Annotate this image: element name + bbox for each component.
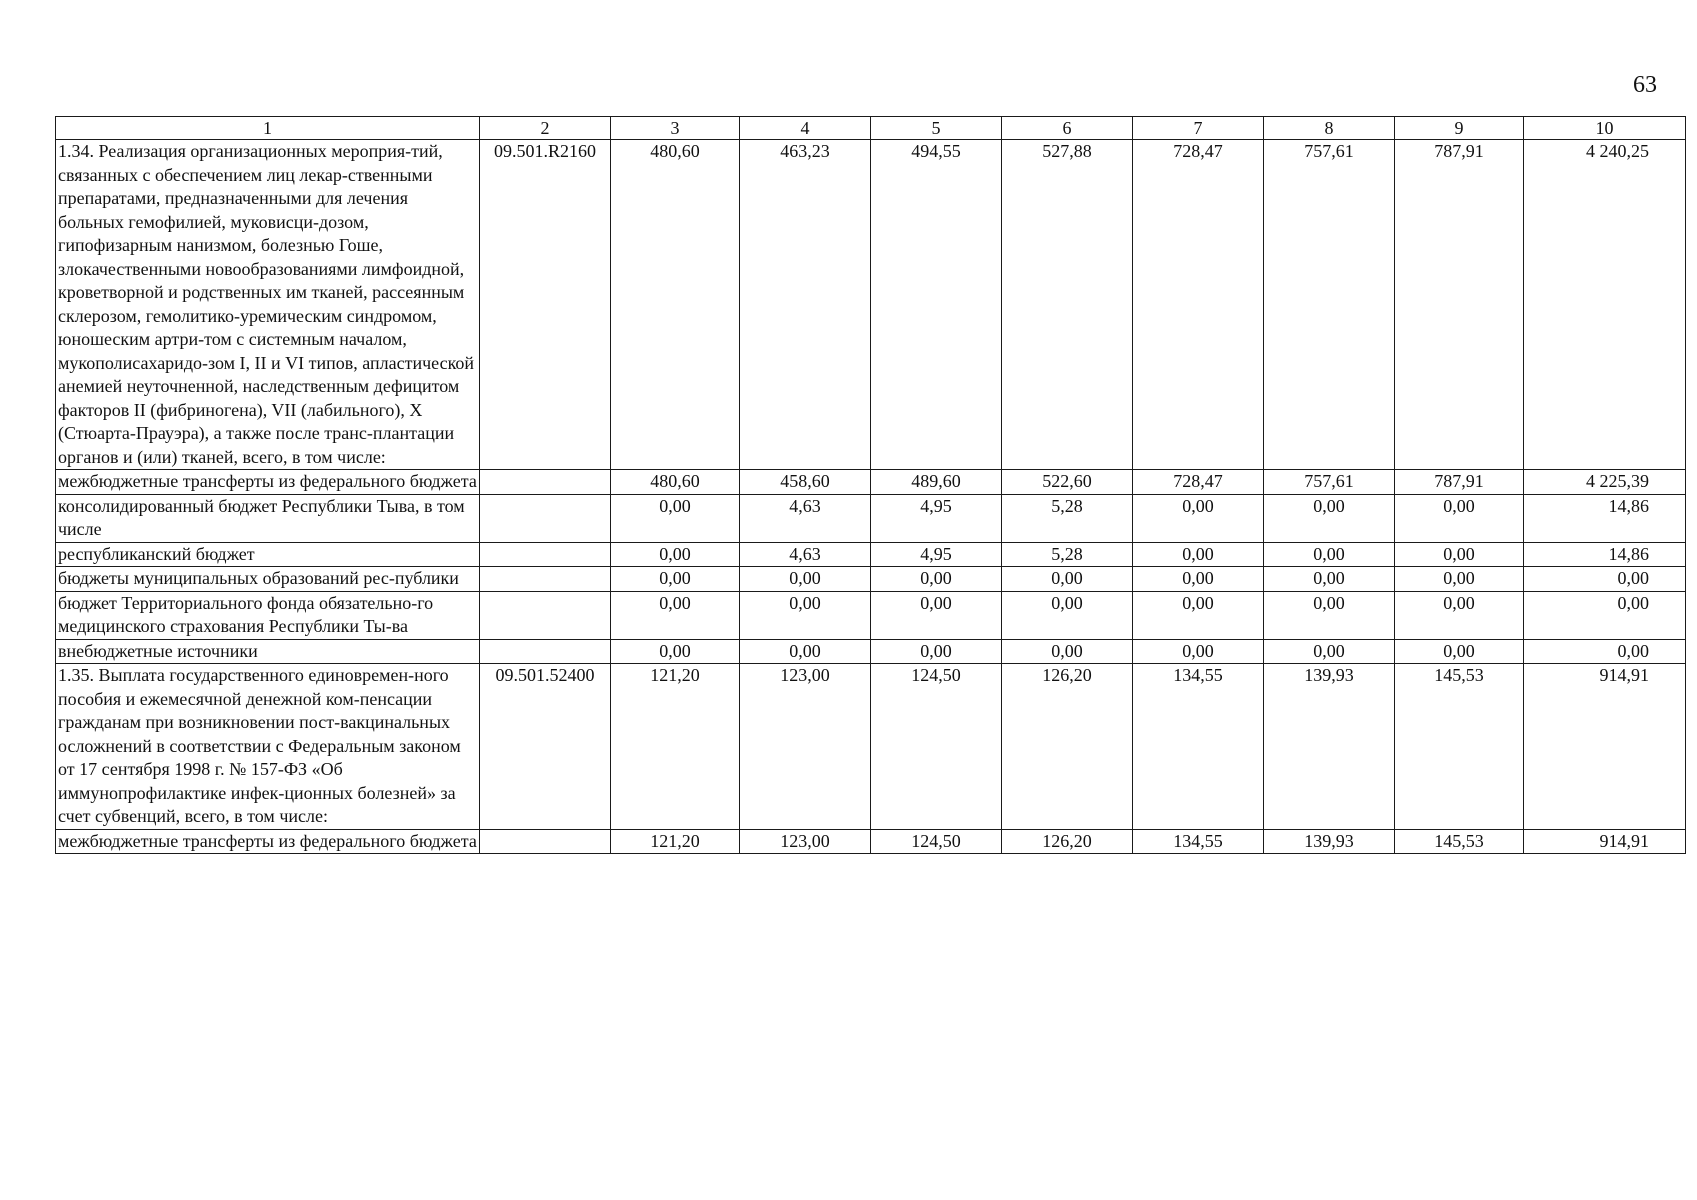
value-cell-col-10: 914,91	[1524, 829, 1686, 854]
value-cell-col-10: 14,86	[1524, 542, 1686, 567]
value-cell-col-4: 4,63	[740, 494, 871, 542]
value-cell-col-10: 14,86	[1524, 494, 1686, 542]
value-cell-col-7: 728,47	[1133, 140, 1264, 470]
value-cell-col-3: 121,20	[611, 829, 740, 854]
value-cell-col-9: 787,91	[1395, 470, 1524, 495]
budget-code	[480, 639, 611, 664]
row-description: консолидированный бюджет Республики Тыва, в том числе	[56, 494, 480, 542]
value-cell-col-7: 0,00	[1133, 494, 1264, 542]
table-row	[56, 639, 1686, 664]
value-cell-col-8: 0,00	[1264, 591, 1395, 639]
value-cell-col-6: 0,00	[1002, 639, 1133, 664]
value-cell-col-9: 0,00	[1395, 639, 1524, 664]
table-row	[56, 829, 1686, 854]
budget-code	[480, 591, 611, 639]
value-cell-col-8: 0,00	[1264, 567, 1395, 592]
value-cell-col-3: 0,00	[611, 494, 740, 542]
budget-code: 09.501.52400	[480, 664, 611, 830]
value-cell-col-5: 4,95	[871, 542, 1002, 567]
value-cell-col-7: 0,00	[1133, 567, 1264, 592]
value-cell-col-6: 5,28	[1002, 494, 1133, 542]
value-cell-col-10: 0,00	[1524, 639, 1686, 664]
table-row	[56, 470, 1686, 495]
row-description: бюджет Территориального фонда обязательно-го медицинского страхования Республики Ты-ва	[56, 591, 480, 639]
value-cell-col-9: 0,00	[1395, 591, 1524, 639]
value-cell-col-5: 494,55	[871, 140, 1002, 470]
table-row	[56, 664, 1686, 830]
value-cell-col-5: 124,50	[871, 829, 1002, 854]
value-cell-col-8: 757,61	[1264, 140, 1395, 470]
value-cell-col-3: 121,20	[611, 664, 740, 830]
table-body	[56, 140, 1686, 854]
table-row	[56, 542, 1686, 567]
row-description: 1.35. Выплата государственного единовремен-ного пособия и ежемесячной денежной ком-пенсации гражданам при возникновении пост-вакцинальных осложнений в соответствии с Федеральным законом от 17 сентября 1998 г. № 157-ФЗ «Об иммунопрофилактике инфек-ционных болезней» за счет субвенций, всего, в том числе:	[56, 664, 480, 830]
table-row	[56, 591, 1686, 639]
budget-code	[480, 829, 611, 854]
value-cell-col-7: 728,47	[1133, 470, 1264, 495]
value-cell-col-8: 0,00	[1264, 639, 1395, 664]
value-cell-col-3: 0,00	[611, 542, 740, 567]
value-cell-col-9: 0,00	[1395, 567, 1524, 592]
row-description: межбюджетные трансферты из федерального бюджета	[56, 829, 480, 854]
value-cell-col-5: 124,50	[871, 664, 1002, 830]
value-cell-col-5: 0,00	[871, 591, 1002, 639]
value-cell-col-9: 787,91	[1395, 140, 1524, 470]
value-cell-col-6: 527,88	[1002, 140, 1133, 470]
row-description: бюджеты муниципальных образований рес-публики	[56, 567, 480, 592]
value-cell-col-7: 0,00	[1133, 639, 1264, 664]
value-cell-col-4: 4,63	[740, 542, 871, 567]
value-cell-col-9: 0,00	[1395, 494, 1524, 542]
value-cell-col-9: 0,00	[1395, 542, 1524, 567]
column-header-5: 5	[871, 117, 1002, 140]
value-cell-col-6: 0,00	[1002, 567, 1133, 592]
row-description: межбюджетные трансферты из федерального бюджета	[56, 470, 480, 495]
value-cell-col-6: 0,00	[1002, 591, 1133, 639]
value-cell-col-4: 0,00	[740, 639, 871, 664]
value-cell-col-7: 134,55	[1133, 664, 1264, 830]
value-cell-col-3: 0,00	[611, 639, 740, 664]
value-cell-col-8: 0,00	[1264, 542, 1395, 567]
value-cell-col-4: 123,00	[740, 664, 871, 830]
value-cell-col-10: 0,00	[1524, 591, 1686, 639]
column-header-6: 6	[1002, 117, 1133, 140]
budget-code	[480, 470, 611, 495]
value-cell-col-8: 139,93	[1264, 829, 1395, 854]
value-cell-col-3: 480,60	[611, 140, 740, 470]
value-cell-col-3: 0,00	[611, 567, 740, 592]
value-cell-col-5: 489,60	[871, 470, 1002, 495]
value-cell-col-3: 480,60	[611, 470, 740, 495]
value-cell-col-3: 0,00	[611, 591, 740, 639]
value-cell-col-4: 123,00	[740, 829, 871, 854]
value-cell-col-5: 0,00	[871, 639, 1002, 664]
value-cell-col-4: 463,23	[740, 140, 871, 470]
column-header-1: 1	[56, 117, 480, 140]
value-cell-col-8: 139,93	[1264, 664, 1395, 830]
value-cell-col-8: 757,61	[1264, 470, 1395, 495]
column-number-header-row	[56, 117, 1686, 140]
value-cell-col-6: 5,28	[1002, 542, 1133, 567]
column-header-9: 9	[1395, 117, 1524, 140]
value-cell-col-10: 4 240,25	[1524, 140, 1686, 470]
column-header-4: 4	[740, 117, 871, 140]
value-cell-col-7: 0,00	[1133, 591, 1264, 639]
column-header-10: 10	[1524, 117, 1686, 140]
value-cell-col-5: 0,00	[871, 567, 1002, 592]
value-cell-col-6: 522,60	[1002, 470, 1133, 495]
value-cell-col-10: 0,00	[1524, 567, 1686, 592]
value-cell-col-10: 4 225,39	[1524, 470, 1686, 495]
column-header-3: 3	[611, 117, 740, 140]
budget-table	[55, 116, 1686, 854]
row-description: внебюджетные источники	[56, 639, 480, 664]
budget-code	[480, 494, 611, 542]
value-cell-col-10: 914,91	[1524, 664, 1686, 830]
value-cell-col-5: 4,95	[871, 494, 1002, 542]
value-cell-col-9: 145,53	[1395, 664, 1524, 830]
value-cell-col-7: 134,55	[1133, 829, 1264, 854]
value-cell-col-8: 0,00	[1264, 494, 1395, 542]
value-cell-col-6: 126,20	[1002, 664, 1133, 830]
value-cell-col-4: 0,00	[740, 567, 871, 592]
budget-code: 09.501.R2160	[480, 140, 611, 470]
budget-code	[480, 542, 611, 567]
value-cell-col-4: 0,00	[740, 591, 871, 639]
row-description: республиканский бюджет	[56, 542, 480, 567]
column-header-2: 2	[480, 117, 611, 140]
column-header-8: 8	[1264, 117, 1395, 140]
budget-code	[480, 567, 611, 592]
value-cell-col-9: 145,53	[1395, 829, 1524, 854]
value-cell-col-6: 126,20	[1002, 829, 1133, 854]
table-row	[56, 140, 1686, 470]
table-row	[56, 494, 1686, 542]
column-header-7: 7	[1133, 117, 1264, 140]
value-cell-col-4: 458,60	[740, 470, 871, 495]
value-cell-col-7: 0,00	[1133, 542, 1264, 567]
table-row	[56, 567, 1686, 592]
page-number: 63	[1633, 72, 1657, 98]
row-description: 1.34. Реализация организационных мероприя-тий, связанных с обеспечением лиц лекар-ственными препаратами, предназначенными для лечения больных гемофилией, муковисци-дозом, гипофизарным нанизмом, болезнью Гоше, злокачественными новообразованиями лимфоидной, кроветворной и родственных им тканей, рассеянным склерозом, гемолитико-уремическим синдромом, юношеским артри-том с системным началом, мукополисахаридо-зом I, II и VI типов, апластической анемией неуточненной, наследственным дефицитом факторов II (фибриногена), VII (лабильного), X (Стюарта-Прауэра), а также после транс-плантации органов и (или) тканей, всего, в том числе:	[56, 140, 480, 470]
